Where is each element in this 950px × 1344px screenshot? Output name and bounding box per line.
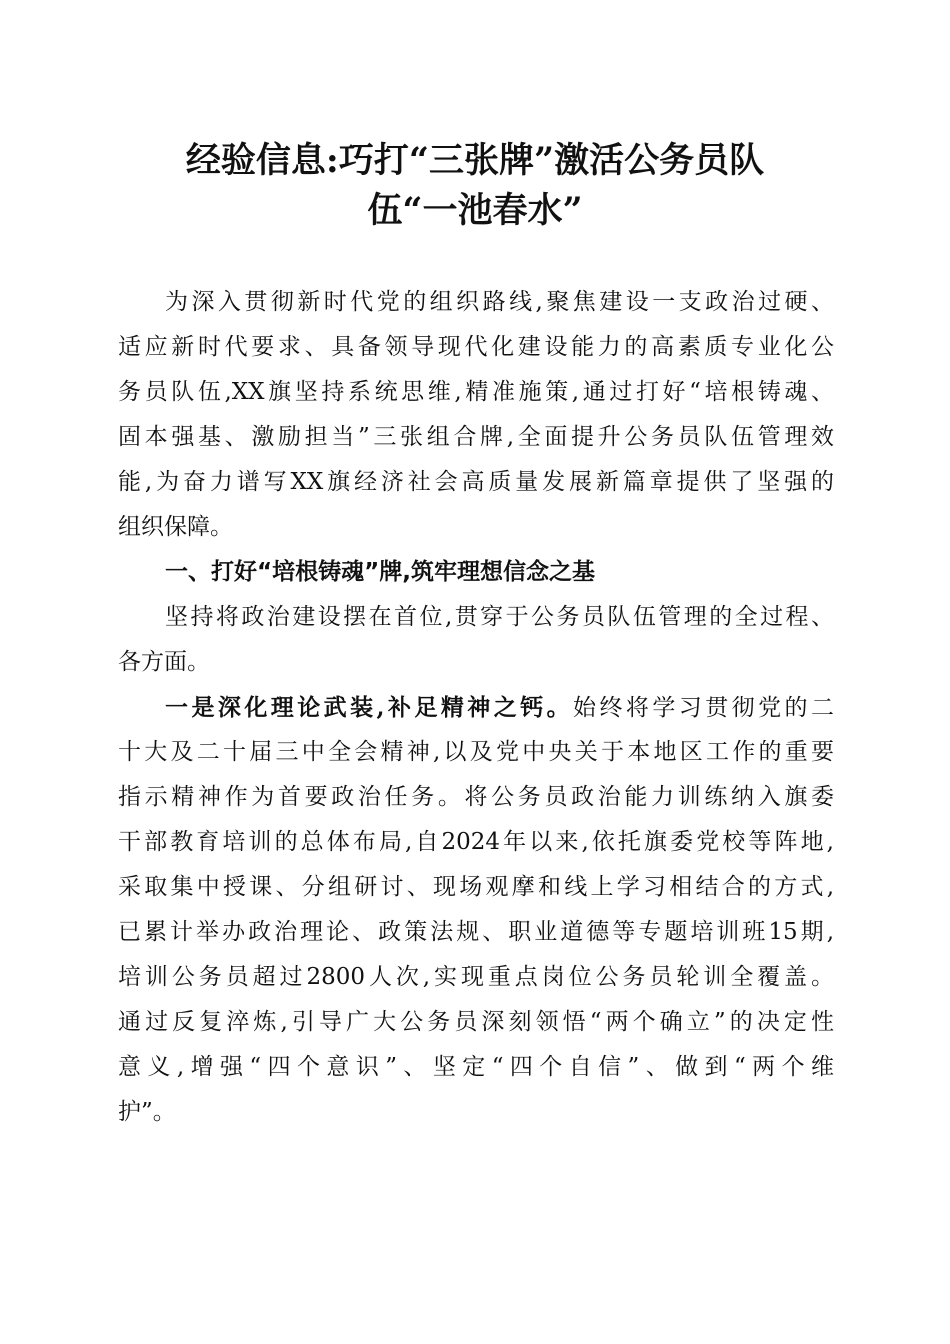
point-line: 干部教育培训的总体布局,自2024年以来,依托旗委党校等阵地, <box>118 829 834 855</box>
point-first-line <box>118 685 834 730</box>
document-body <box>118 280 834 1135</box>
intro-line: 组织保障。 <box>118 514 233 540</box>
intro-line: 固本强基、激励担当”三张组合牌,全面提升公务员队伍管理效 <box>118 424 834 450</box>
intro-line: 务员队伍,XX旗坚持系统思维,精准施策,通过打好“培根铸魂、 <box>118 379 834 405</box>
point-line: 十大及二十届三中全会精神,以及党中央关于本地区工作的重要 <box>118 739 834 765</box>
title-line-2: 伍“一池春水” <box>367 190 583 231</box>
point-line: 通过反复淬炼,引导广大公务员深刻领悟“两个确立”的决定性 <box>118 1009 834 1035</box>
point-line: 采取集中授课、分组研讨、现场观摩和线上学习相结合的方式, <box>118 874 834 900</box>
point-line: 培训公务员超过2800人次,实现重点岗位公务员轮训全覆盖。 <box>118 964 834 990</box>
point-line: 护”。 <box>118 1099 176 1125</box>
point-lead: 一是深化理论武装,补足精神之钙。 <box>165 694 574 721</box>
point-first-rest: 始终将学习贯彻党的二 <box>573 695 835 721</box>
point-line: 已累计举办政治理论、政策法规、职业道德等专题培训班15期, <box>118 919 834 945</box>
section-heading: 一、打好“培根铸魂”牌,筑牢理想信念之基 <box>165 559 595 585</box>
intro-line: 能,为奋力谱写XX旗经济社会高质量发展新篇章提供了坚强的 <box>118 469 834 495</box>
point-line: 意义,增强“四个意识”、坚定“四个自信”、做到“两个维 <box>118 1054 834 1080</box>
section-line: 各方面。 <box>118 649 210 675</box>
document-title <box>120 136 830 236</box>
intro-line: 适应新时代要求、具备领导现代化建设能力的高素质专业化公 <box>118 334 834 360</box>
point-line: 指示精神作为首要政治任务。将公务员政治能力训练纳入旗委 <box>118 784 834 810</box>
section-line: 坚持将政治建设摆在首位,贯穿于公务员队伍管理的全过程、 <box>165 604 834 630</box>
title-line-1: 经验信息:巧打“三张牌”激活公务员队 <box>185 140 765 181</box>
intro-line: 为深入贯彻新时代党的组织路线,聚焦建设一支政治过硬、 <box>165 289 834 315</box>
